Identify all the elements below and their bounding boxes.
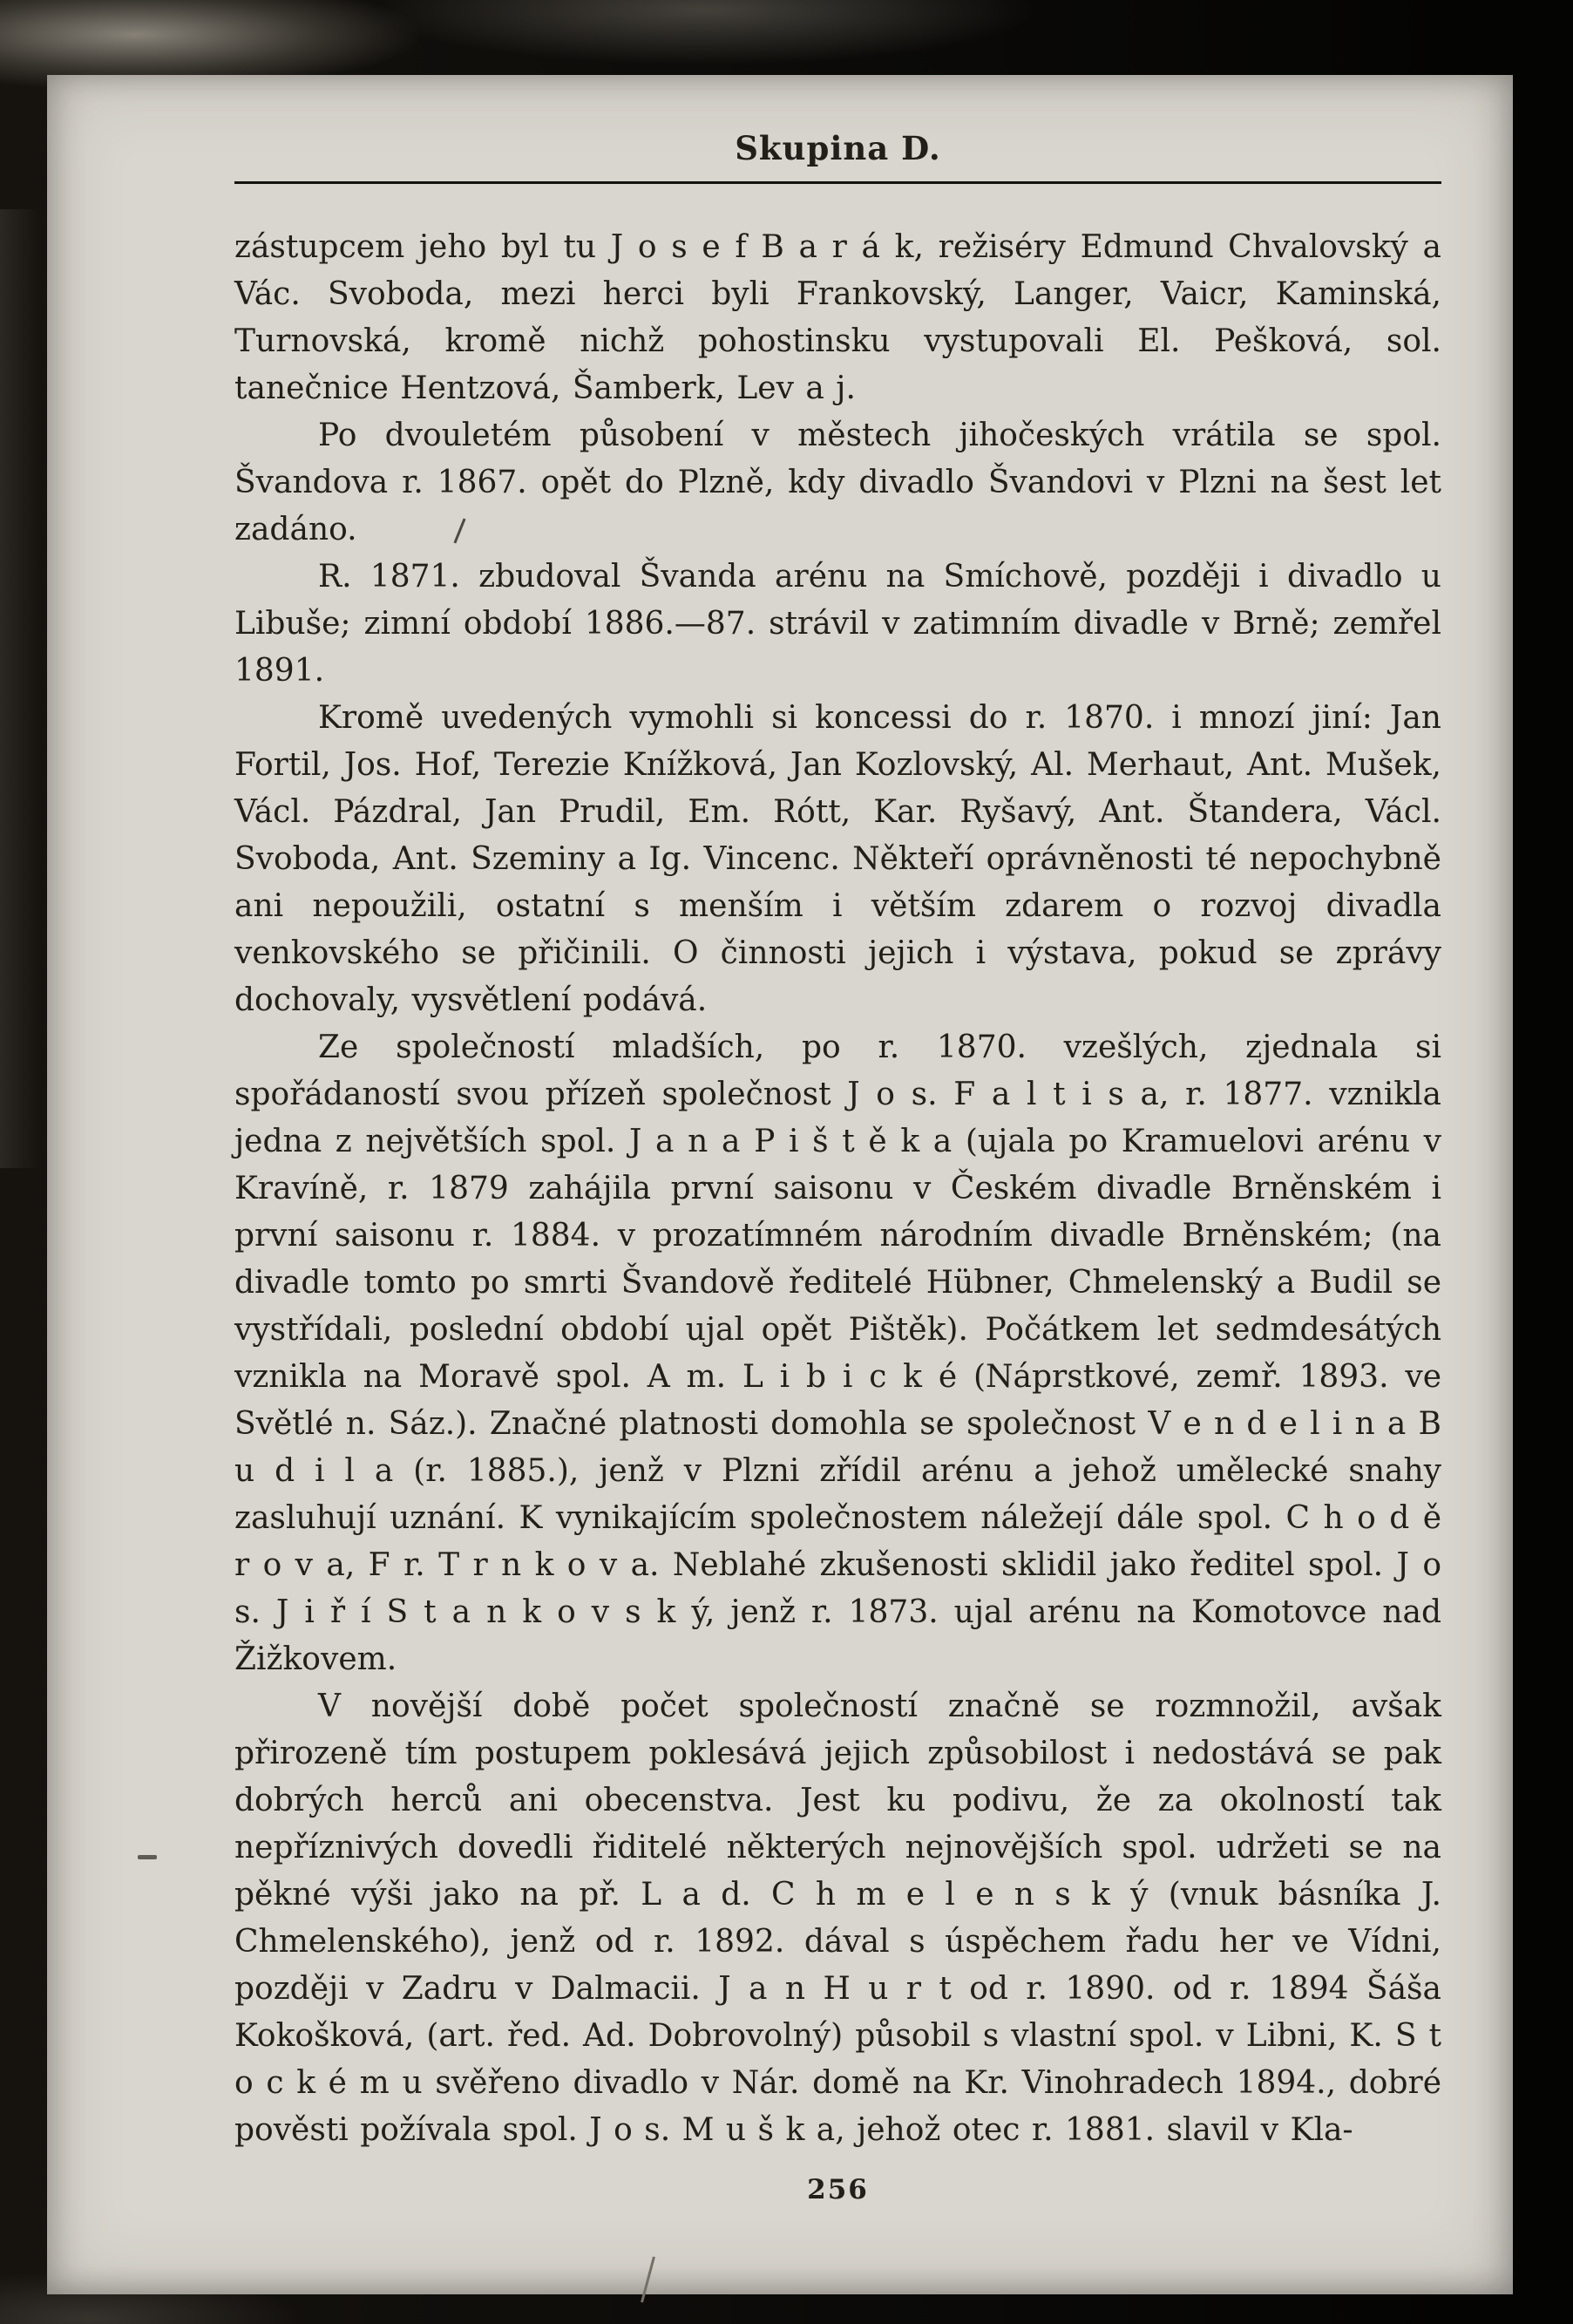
paragraph: R. 1871. zbudoval Švanda arénu na Smíchově, později i divadlo u Libuše; zimní období 1886.—87. strávil v zatimním divadle v Brně; zemřel 1891.	[234, 559, 1441, 689]
paragraph: V novější době počet společností značně se rozmnožil, avšak přirozeně tím postupem poklesává jejich způsobilost i nedostává se pak dobrých herců ani obecenstva. Jest ku podivu, že za okolností tak nepříznivých dovedli řiditelé některých nejnovějších spol. udržeti se na pěkné výši jako na př. L a d. C h m e l e n s k ý (vnuk básníka J. Chmelenského), jenž od r. 1892. dával s úspěchem řadu her ve Vídni, později v Zadru v Dalmacii. J a n H u r t od r. 1890. od r. 1894 Šáša Kokošková, (art. řed. Ad. Dobrovolný) působil s vlastní spol. v Libni, K. S t o c k é m u svěřeno divadlo v Nár. domě na Kr. Vinohradech 1894., dobré pověsti požívala spol. J o s. M u š k a, jehož otec r. 1881. slavil v Kla-	[234, 1689, 1441, 2148]
scan-smudge	[0, 209, 51, 1168]
paragraph: Po dvouletém působení v městech jihočeských vrátila se spol. Švandova r. 1867. opět do Plzně, kdy divadlo Švandovi v Plzni na šest let zadáno.	[234, 418, 1441, 547]
heading-rule	[234, 181, 1441, 184]
scan-border-bar	[1514, 0, 1573, 2324]
body-text	[234, 224, 1441, 2154]
scan-smudge	[375, 0, 1037, 65]
page-number: 256	[807, 2174, 869, 2205]
paragraph: Ze společností mladších, po r. 1870. vzešlých, zjednala si spořádaností svou přízeň společnost J o s. F a l t i s a, r. 1877. vznikla jedna z největších spol. J a n a P i š t ě k a (ujala po Kramuelovi arénu v Kravíně, r. 1879 zahájila první saisonu v Českém divadle Brněnském i první saisonu r. 1884. v prozatímném národním divadle Brněnském; (na divadle tomto po smrti Švandově ředitelé Hübner, Chmelenský a Budil se vystřídali, poslední období ujal opět Pištěk). Počátkem let sedmdesátých vznikla na Moravě spol. A m. L i b i c k é (Náprstkové, zemř. 1893. ve Světlé n. Sáz.). Značné platnosti domohla se společnost V e n d e l i n a B u d i l a (r. 1885.), jenž v Plzni zřídil arénu a jehož umělecké snahy zasluhují uznání. K vynikajícím společnostem náležejí dále spol. C h o d ě r o v a, F r. T r n k o v a. Neblahé zkušenosti sklidil jako ředitel spol. J o s. J i ř í S t a n k o v s k ý, jenž r. 1873. ujal arénu na Komotovce nad Žižkovem.	[234, 1029, 1441, 1677]
section-heading: Skupina D.	[735, 129, 941, 167]
page-content	[234, 129, 1441, 2154]
book-page	[47, 75, 1513, 2294]
paragraph: Kromě uvedených vymohli si koncessi do r. 1870. i mnozí jiní: Jan Fortil, Jos. Hof, Terezie Knížková, Jan Kozlovský, Al. Merhaut, Ant. Mušek, Václ. Pázdral, Jan Prudil, Em. Rótt, Kar. Ryšavý, Ant. Štandera, Václ. Svoboda, Ant. Szeminy a Ig. Vincenc. Někteří oprávněnosti té nepochybně ani nepoužili, ostatní s menším i větším zdarem o rozvoj divadla venkovského se přičinili. O činnosti jejich i výstava, pokud se zprávy dochovaly, vysvětlení podává.	[234, 700, 1441, 1018]
paragraph: zástupcem jeho byl tu J o s e f B a r á k, režiséry Edmund Chvalovský a Vác. Svoboda, mezi herci byli Frankovský, Langer, Vaicr, Kaminská, Turnovská, kromě nichž pohostinsku vystupovali El. Pešková, sol. tanečnice Hentzová, Šamberk, Lev a j.	[234, 229, 1441, 406]
scan-artifact	[138, 1855, 157, 1859]
